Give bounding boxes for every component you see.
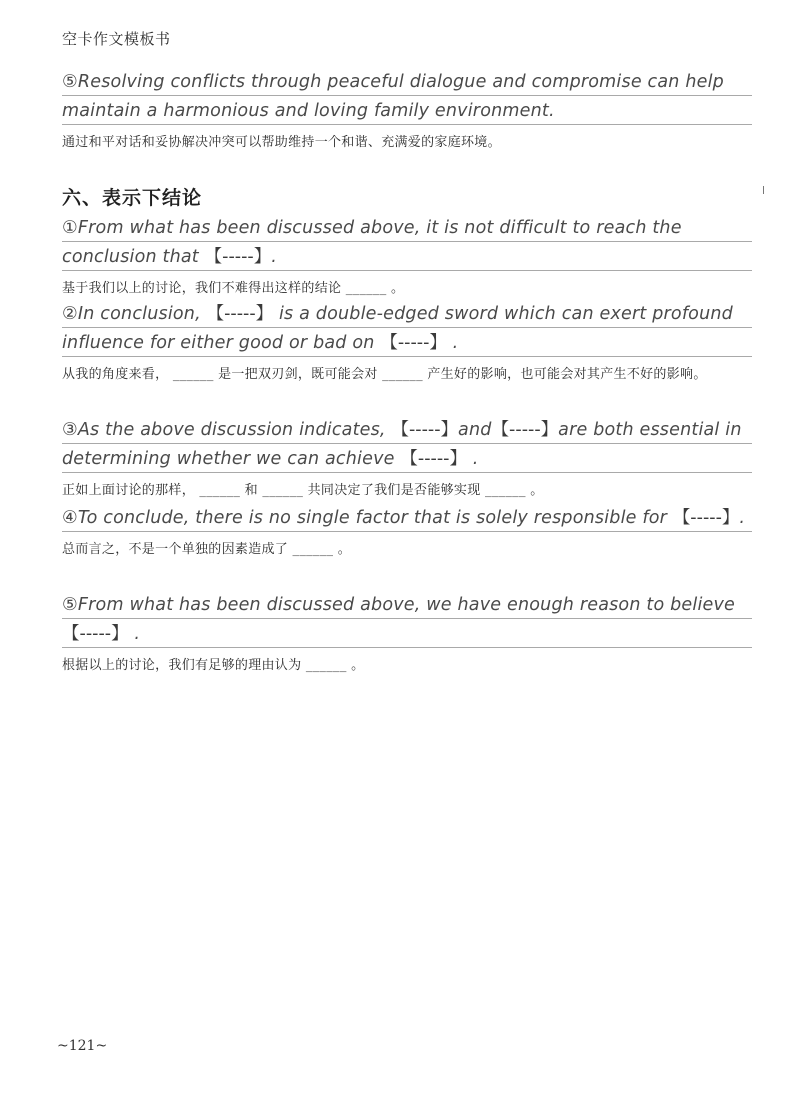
item-5-chinese: 根据以上的讨论，我们有足够的理由认为 ______ 。 — [62, 658, 365, 673]
item-1-text-a: ①From what has been discussed above, it is not difficult to reach the conclusion that — [62, 218, 682, 267]
item-3-english — [62, 416, 752, 474]
item-5-text-a: ⑤From what has been discussed above, we have enough reason to believe — [62, 595, 736, 615]
item-2 — [62, 300, 752, 387]
margin-mark — [763, 186, 764, 194]
item-3 — [62, 416, 752, 503]
prev-item-english: ⑤Resolving conflicts through peaceful dialogue and compromise can help maintain a harmonious and loving family environment. — [62, 68, 752, 126]
prev-item-chinese: 通过和平对话和妥协解决冲突可以帮助维持一个和谐、充满爱的家庭环境。 — [62, 135, 501, 150]
item-1-blank-1: 【-----】 — [204, 247, 272, 267]
item-1-english — [62, 214, 752, 272]
item-4-text-a: ④To conclude, there is no single factor that is solely responsible for — [62, 508, 673, 528]
item-2-text-a: ②In conclusion, — [62, 304, 207, 324]
item-3-text-a: ③As the above discussion indicates, — [62, 420, 392, 440]
item-4 — [62, 504, 752, 562]
item-4-text-b: . — [739, 508, 746, 528]
item-4-chinese: 总而言之，不是一个单独的因素造成了 ______ 。 — [62, 542, 352, 557]
item-5 — [62, 591, 752, 678]
item-2-blank-1: 【-----】 — [206, 304, 274, 324]
item-3-text-c: are both essential in determining whether we can achieve — [62, 420, 742, 469]
prev-item — [62, 68, 752, 155]
item-3-text-d: . — [466, 449, 479, 469]
item-5-blank-1: 【-----】 — [62, 624, 129, 644]
item-5-text-b: . — [128, 624, 141, 644]
item-2-text-c: . — [446, 333, 459, 353]
item-3-blank-2: 【-----】 — [491, 420, 559, 440]
page-header-title: 空卡作文模板书 — [62, 30, 171, 48]
item-3-chinese: 正如上面讨论的那样， ______ 和 ______ 共同决定了我们是否能够实现 ______ 。 — [62, 483, 544, 498]
item-2-english — [62, 300, 752, 358]
item-3-blank-1: 【-----】 — [391, 420, 459, 440]
item-2-text-b: is a double-edged sword which can exert profound influence for either good or bad on — [62, 304, 733, 353]
item-4-blank-1: 【-----】 — [672, 508, 740, 528]
item-5-english — [62, 591, 752, 649]
item-2-blank-2: 【-----】 — [380, 333, 447, 353]
item-3-text-b: and — [458, 420, 492, 440]
item-1-text-b: . — [271, 247, 277, 267]
item-3-blank-3: 【-----】 — [400, 449, 467, 469]
item-1 — [62, 214, 752, 301]
section-title: 六、表示下结论 — [62, 187, 203, 209]
item-2-chinese: 从我的角度来看， ______ 是一把双刃剑，既可能会对 ______ 产生好的影响，也可能会对其产生不好的影响。 — [62, 367, 707, 382]
item-4-english — [62, 504, 752, 533]
item-1-chinese: 基于我们以上的讨论，我们不难得出这样的结论 ______ 。 — [62, 281, 405, 296]
page-number: ~121~ — [57, 1038, 108, 1054]
